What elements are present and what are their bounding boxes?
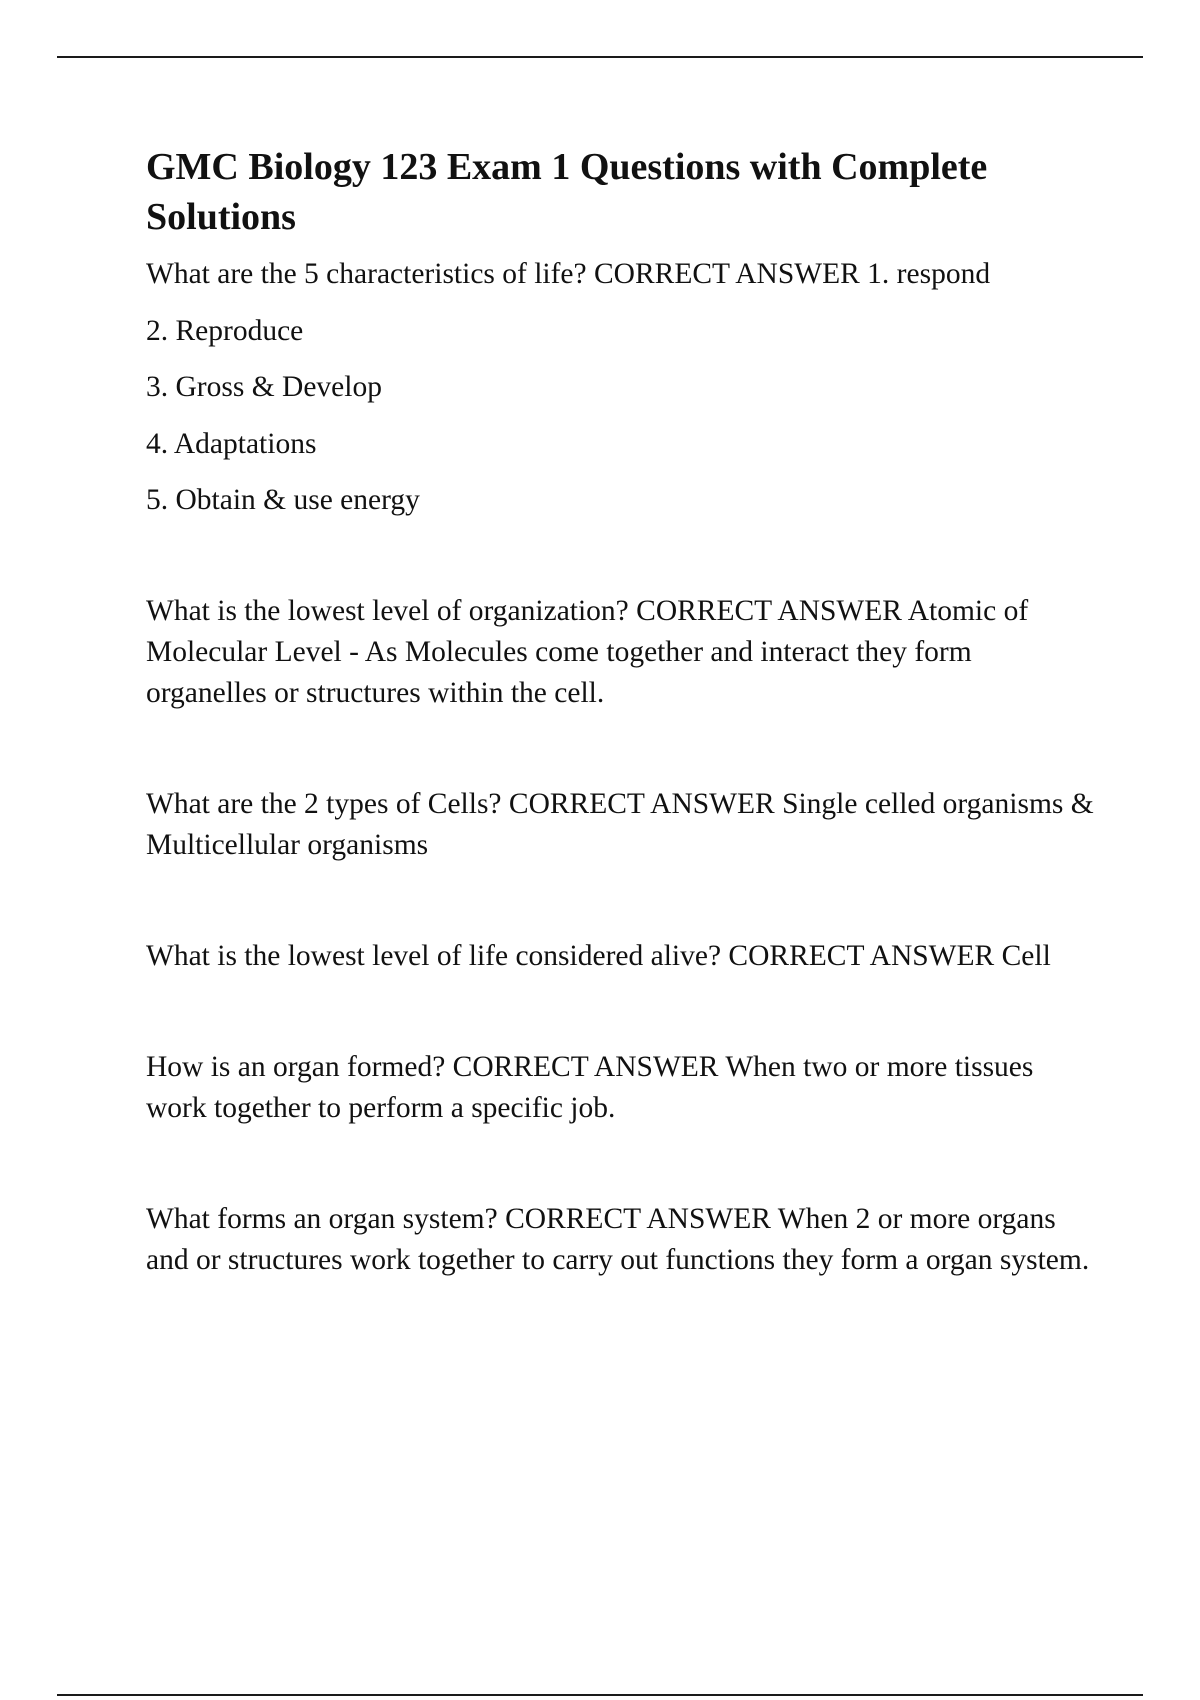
question-lowest-level-organization: What is the lowest level of organization? CORRECT ANSWER Atomic of Molecular Level - As Molecules come together and interact they form organelles or structures within the cell.: [146, 595, 1029, 709]
question-organ-formed: How is an organ formed? CORRECT ANSWER When two or more tissues work together to perform a specific job.: [146, 1051, 1034, 1124]
question-lowest-level-alive: What is the lowest level of life considered alive? CORRECT ANSWER Cell: [146, 940, 1051, 972]
list-item: 5. Obtain & use energy: [146, 484, 420, 516]
question-types-of-cells: What are the 2 types of Cells? CORRECT ANSWER Single celled organisms & Multicellular organisms: [146, 788, 1094, 861]
list-item: 4. Adaptations: [146, 427, 317, 460]
question-characteristics-of-life: [146, 254, 1096, 295]
bottom-divider: [57, 1694, 1143, 1696]
list-item: 3. Gross & Develop: [146, 371, 382, 403]
top-divider: [57, 56, 1143, 58]
question-text: What are the 5 characteristics of life? CORRECT ANSWER 1. respond: [146, 258, 991, 290]
question-organ-system: What forms an organ system? CORRECT ANSWER When 2 or more organs and or structures work together to carry out functions they form a organ system.: [146, 1203, 1090, 1276]
document-title: GMC Biology 123 Exam 1 Questions with Complete Solutions: [146, 146, 988, 238]
list-item: 2. Reproduce: [146, 314, 304, 347]
document-body: [146, 142, 1096, 1281]
